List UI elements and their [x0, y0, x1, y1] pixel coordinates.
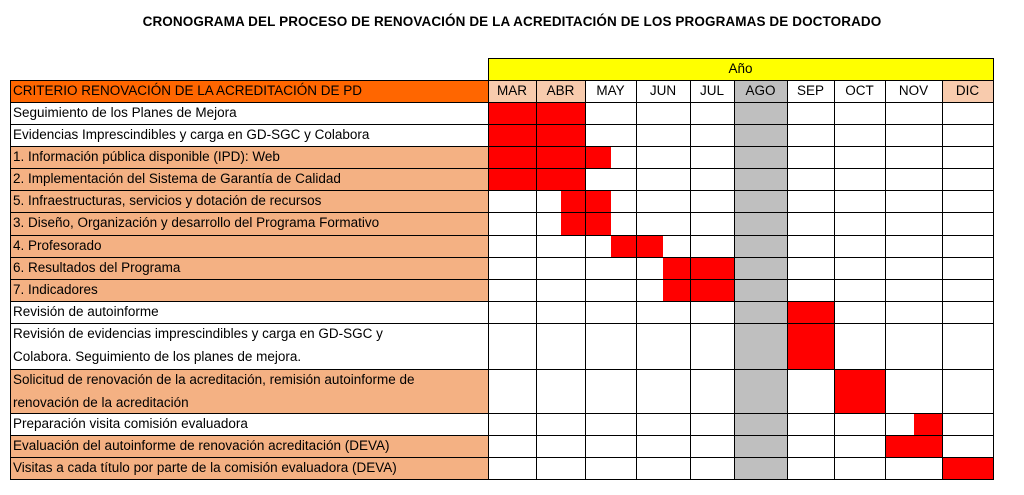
schedule-mark-may: [585, 190, 611, 212]
schedule-mark-jun: [636, 235, 663, 257]
criterion-label: Visitas a cada título por parte de la comisión evaluadora (DEVA): [13, 460, 397, 475]
schedule-mark-may: [585, 212, 611, 235]
grid-line: [10, 457, 994, 458]
month-label-ago: AGO: [745, 83, 776, 98]
grid-line: [10, 212, 994, 213]
criterion-label: Revisión de evidencias imprescindibles y carga en GD-SGC y: [13, 326, 383, 341]
grid-line: [10, 279, 994, 280]
shaded-month-cell: [734, 435, 787, 457]
grid-line: [10, 80, 11, 479]
grid-line: [834, 80, 835, 479]
shaded-month-cell: [734, 413, 787, 435]
criterion-label: 5. Infraestructuras, servicios y dotación de recursos: [13, 193, 322, 208]
criterion-label: Seguimiento de los Planes de Mejora: [13, 105, 237, 120]
criterion-label: Solicitud de renovación de la acreditación, remisión autoinforme de: [13, 372, 415, 387]
shaded-month-cell: [734, 279, 787, 301]
shaded-month-cell: [734, 212, 787, 235]
grid-line: [10, 435, 994, 436]
criterion-header-label: CRITERIO RENOVACIÓN DE LA ACREDITACIÓN DE PD: [13, 83, 363, 98]
grid-line: [10, 479, 994, 480]
criterion-label: 6. Resultados del Programa: [13, 260, 181, 275]
schedule-mark-nov: [885, 435, 942, 457]
schedule-mark-abr: [536, 102, 585, 124]
criterion-label: renovación de la acreditación: [13, 394, 189, 410]
grid-line: [636, 80, 637, 479]
month-label-may: MAY: [596, 83, 625, 98]
grid-line: [10, 190, 994, 191]
criterion-label: Revisión de autoinforme: [13, 304, 159, 319]
shaded-month-cell: [734, 301, 787, 323]
shaded-month-cell: [734, 323, 787, 369]
shaded-month-cell: [734, 235, 787, 257]
grid-line: [10, 124, 994, 125]
grid-line: [10, 80, 994, 81]
schedule-mark-dic: [942, 457, 993, 479]
schedule-mark-abr: [561, 190, 586, 212]
criterion-label: 2. Implementación del Sistema de Garantía de Calidad: [13, 171, 341, 186]
grid-line: [690, 80, 691, 479]
schedule-mark-abr: [536, 124, 585, 146]
month-label-mar: MAR: [497, 83, 527, 98]
schedule-mark-mar: [488, 146, 536, 168]
schedule-mark-abr: [536, 168, 585, 190]
grid-line: [787, 80, 788, 479]
month-label-sep: SEP: [796, 83, 824, 98]
schedule-mark-sep: [787, 323, 834, 369]
grid-line: [10, 301, 994, 302]
grid-line: [10, 323, 994, 324]
month-label-dic: DIC: [955, 83, 980, 98]
grid-line: [885, 80, 886, 479]
criterion-label: Evidencias Imprescindibles y carga en GD-SGC y Colabora: [13, 127, 370, 142]
criterion-label: Evaluación del autoinforme de renovación acreditación (DEVA): [13, 438, 390, 453]
schedule-mark-jul: [690, 279, 734, 301]
shaded-month-cell: [734, 457, 787, 479]
criterion-label: 4. Profesorado: [13, 238, 102, 253]
schedule-mark-may: [611, 235, 637, 257]
shaded-month-cell: [734, 102, 787, 124]
grid-line: [10, 413, 994, 414]
shaded-month-cell: [734, 369, 787, 413]
grid-line: [942, 80, 943, 479]
schedule-mark-jul: [690, 257, 734, 279]
criterion-label: 3. Diseño, Organización y desarrollo del Programa Formativo: [13, 215, 380, 230]
schedule-mark-may: [585, 146, 611, 168]
month-label-oct: OCT: [845, 83, 874, 98]
schedule-mark-abr: [536, 146, 585, 168]
schedule-mark-jun: [663, 279, 690, 301]
schedule-mark-mar: [488, 102, 536, 124]
month-label-jun: JUN: [649, 83, 677, 98]
grid-line: [10, 146, 994, 147]
chart-title: CRONOGRAMA DEL PROCESO DE RENOVACIÓN DE LA ACREDITACIÓN DE LOS PROGRAMAS DE DOCTORADO: [142, 14, 882, 29]
schedule-mark-abr: [561, 212, 586, 235]
shaded-month-cell: [734, 168, 787, 190]
grid-line: [10, 235, 994, 236]
shaded-month-cell: [734, 146, 787, 168]
month-label-jul: JUL: [699, 83, 724, 98]
grid-line: [10, 369, 994, 370]
shaded-month-cell: [734, 257, 787, 279]
criterion-label: 7. Indicadores: [13, 282, 98, 297]
criterion-label: Colabora. Seguimiento de los planes de mejora.: [13, 348, 302, 364]
grid-line: [585, 80, 586, 479]
criterion-label: 1. Información pública disponible (IPD): Web: [13, 149, 280, 164]
grid-line: [10, 102, 994, 103]
year-label: Año: [728, 61, 753, 76]
schedule-mark-mar: [488, 168, 536, 190]
schedule-mark-jun: [663, 257, 690, 279]
criterion-label: Preparación visita comisión evaluadora: [13, 416, 248, 431]
month-label-nov: NOV: [898, 83, 929, 98]
grid-line: [10, 257, 994, 258]
schedule-mark-mar: [488, 124, 536, 146]
schedule-mark-nov: [914, 413, 943, 435]
grid-line: [993, 58, 994, 479]
grid-line: [10, 168, 994, 169]
grid-line: [488, 58, 994, 59]
schedule-mark-oct: [834, 369, 885, 413]
month-label-abr: ABR: [546, 83, 575, 98]
shaded-month-cell: [734, 124, 787, 146]
shaded-month-cell: [734, 190, 787, 212]
grid-line: [536, 80, 537, 479]
schedule-mark-sep: [787, 301, 834, 323]
grid-line: [734, 80, 735, 479]
grid-line: [488, 58, 489, 479]
